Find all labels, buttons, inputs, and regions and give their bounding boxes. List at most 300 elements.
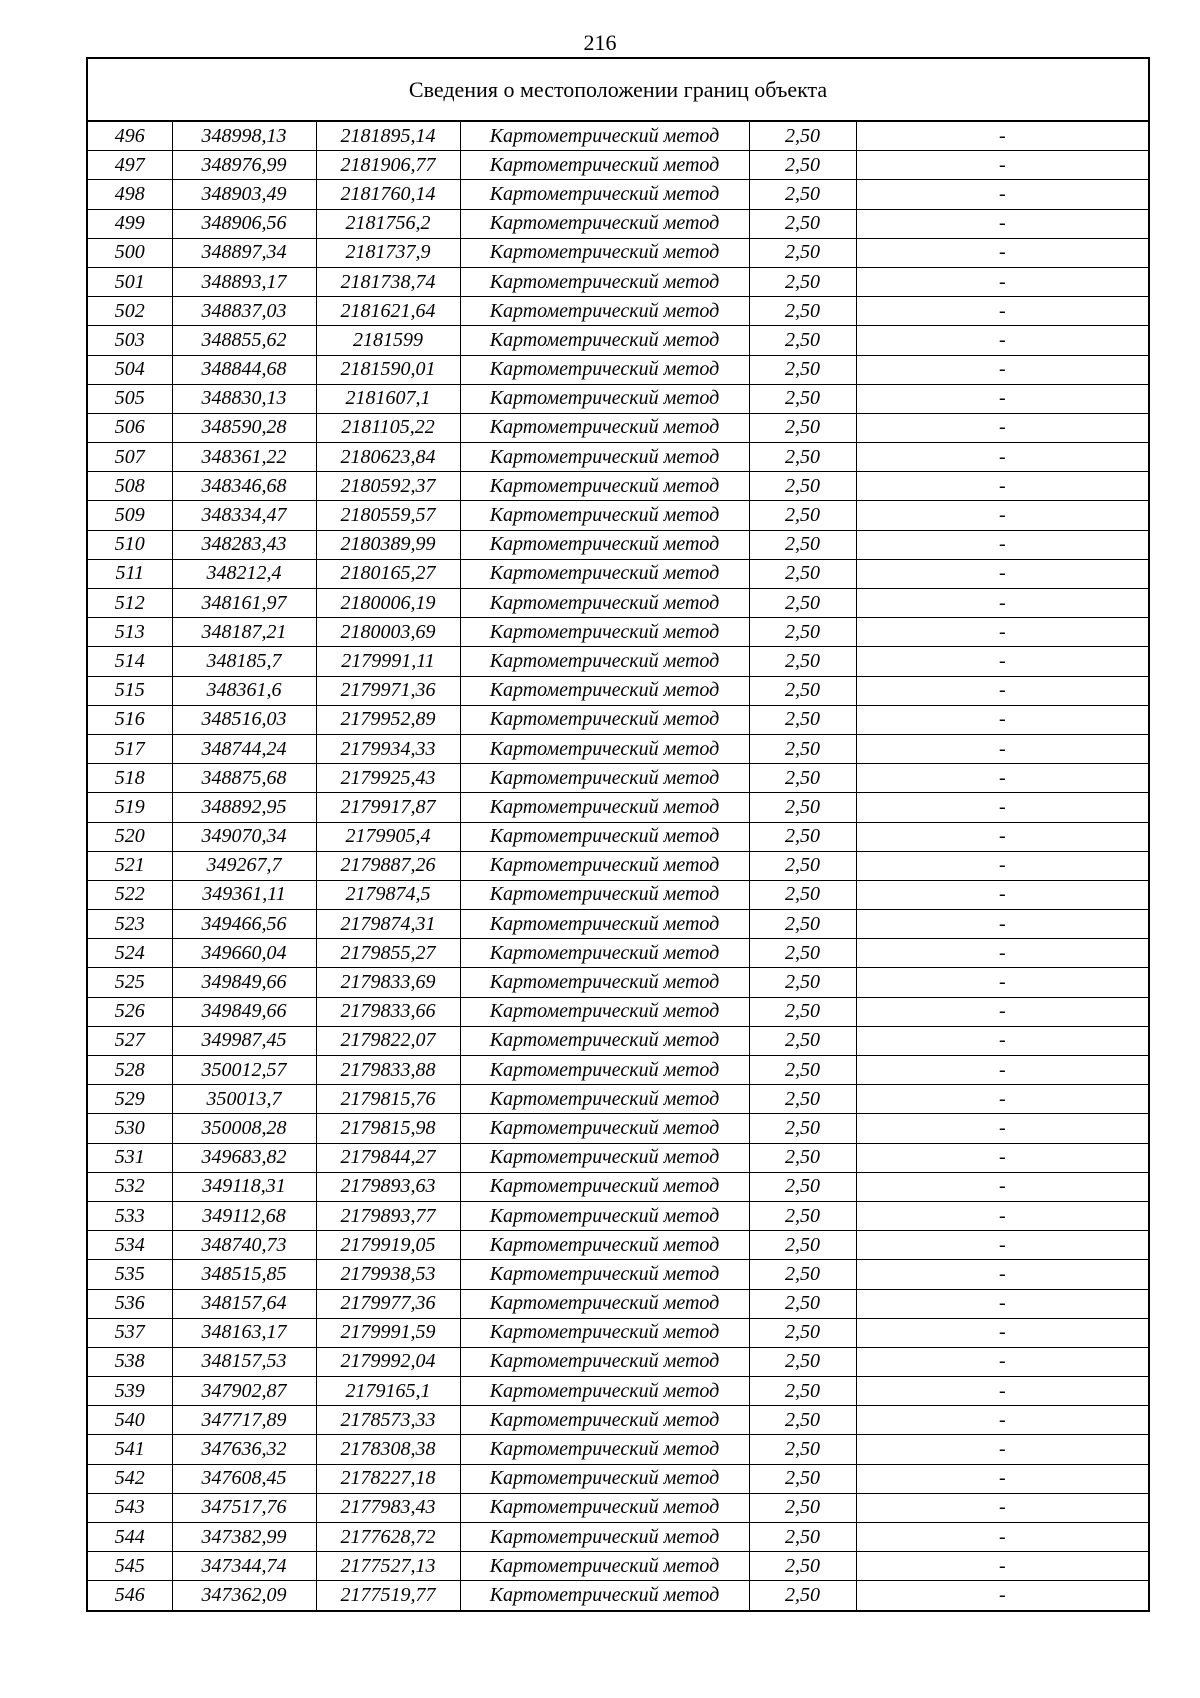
- x-coordinate-cell: 348998,13: [172, 121, 316, 151]
- method-cell: Картометрический метод: [460, 530, 749, 559]
- method-cell: Картометрический метод: [460, 326, 749, 355]
- description-cell: -: [856, 1435, 1149, 1464]
- point-number-cell: 512: [87, 589, 172, 618]
- table-row: [87, 910, 1149, 939]
- table-row: [87, 1377, 1149, 1406]
- x-coordinate-cell: 348893,17: [172, 267, 316, 296]
- precision-cell: 2,50: [749, 209, 856, 238]
- method-cell: Картометрический метод: [460, 1085, 749, 1114]
- point-number-cell: 531: [87, 1143, 172, 1172]
- table-row: [87, 705, 1149, 734]
- x-coordinate-cell: 348855,62: [172, 326, 316, 355]
- point-number-cell: 530: [87, 1114, 172, 1143]
- method-cell: Картометрический метод: [460, 1581, 749, 1611]
- point-number-cell: 535: [87, 1260, 172, 1289]
- table-row: [87, 968, 1149, 997]
- method-cell: Картометрический метод: [460, 589, 749, 618]
- precision-cell: 2,50: [749, 1172, 856, 1201]
- y-coordinate-cell: 2178227,18: [316, 1464, 460, 1493]
- y-coordinate-cell: 2179815,76: [316, 1085, 460, 1114]
- x-coordinate-cell: 349361,11: [172, 880, 316, 909]
- x-coordinate-cell: 349660,04: [172, 939, 316, 968]
- point-number-cell: 504: [87, 355, 172, 384]
- method-cell: Картометрический метод: [460, 443, 749, 472]
- y-coordinate-cell: 2180003,69: [316, 618, 460, 647]
- method-cell: Картометрический метод: [460, 1231, 749, 1260]
- precision-cell: 2,50: [749, 1377, 856, 1406]
- table-row: [87, 1260, 1149, 1289]
- point-number-cell: 498: [87, 180, 172, 209]
- x-coordinate-cell: 350012,57: [172, 1056, 316, 1085]
- method-cell: Картометрический метод: [460, 1347, 749, 1376]
- precision-cell: 2,50: [749, 997, 856, 1026]
- y-coordinate-cell: 2180559,57: [316, 501, 460, 530]
- x-coordinate-cell: 349849,66: [172, 968, 316, 997]
- y-coordinate-cell: 2179833,66: [316, 997, 460, 1026]
- y-coordinate-cell: 2179977,36: [316, 1289, 460, 1318]
- description-cell: -: [856, 589, 1149, 618]
- description-cell: -: [856, 238, 1149, 267]
- table-row: [87, 530, 1149, 559]
- point-number-cell: 528: [87, 1056, 172, 1085]
- description-cell: -: [856, 501, 1149, 530]
- method-cell: Картометрический метод: [460, 1493, 749, 1522]
- description-cell: -: [856, 1347, 1149, 1376]
- description-cell: -: [856, 1231, 1149, 1260]
- precision-cell: 2,50: [749, 910, 856, 939]
- y-coordinate-cell: 2179919,05: [316, 1231, 460, 1260]
- method-cell: Картометрический метод: [460, 968, 749, 997]
- description-cell: -: [856, 151, 1149, 180]
- x-coordinate-cell: 348212,4: [172, 559, 316, 588]
- y-coordinate-cell: 2179815,98: [316, 1114, 460, 1143]
- table-row: [87, 880, 1149, 909]
- precision-cell: 2,50: [749, 1552, 856, 1581]
- y-coordinate-cell: 2179952,89: [316, 705, 460, 734]
- description-cell: -: [856, 705, 1149, 734]
- method-cell: Картометрический метод: [460, 1289, 749, 1318]
- description-cell: -: [856, 1377, 1149, 1406]
- x-coordinate-cell: 348361,22: [172, 443, 316, 472]
- x-coordinate-cell: 348157,64: [172, 1289, 316, 1318]
- y-coordinate-cell: 2180389,99: [316, 530, 460, 559]
- precision-cell: 2,50: [749, 1085, 856, 1114]
- precision-cell: 2,50: [749, 589, 856, 618]
- method-cell: Картометрический метод: [460, 1318, 749, 1347]
- table-row: [87, 939, 1149, 968]
- y-coordinate-cell: 2177519,77: [316, 1581, 460, 1611]
- table-row: [87, 180, 1149, 209]
- point-number-cell: 502: [87, 297, 172, 326]
- y-coordinate-cell: 2181599: [316, 326, 460, 355]
- y-coordinate-cell: 2179833,88: [316, 1056, 460, 1085]
- description-cell: -: [856, 1464, 1149, 1493]
- y-coordinate-cell: 2178308,38: [316, 1435, 460, 1464]
- table-row: [87, 1085, 1149, 1114]
- y-coordinate-cell: 2179938,53: [316, 1260, 460, 1289]
- y-coordinate-cell: 2179822,07: [316, 1026, 460, 1055]
- x-coordinate-cell: 348744,24: [172, 734, 316, 763]
- table-row: [87, 1231, 1149, 1260]
- x-coordinate-cell: 348892,95: [172, 793, 316, 822]
- description-cell: -: [856, 851, 1149, 880]
- method-cell: Картометрический метод: [460, 151, 749, 180]
- precision-cell: 2,50: [749, 1493, 856, 1522]
- y-coordinate-cell: 2178573,33: [316, 1406, 460, 1435]
- x-coordinate-cell: 348346,68: [172, 472, 316, 501]
- point-number-cell: 507: [87, 443, 172, 472]
- y-coordinate-cell: 2179887,26: [316, 851, 460, 880]
- x-coordinate-cell: 350008,28: [172, 1114, 316, 1143]
- table-row: [87, 1493, 1149, 1522]
- method-cell: Картометрический метод: [460, 851, 749, 880]
- description-cell: -: [856, 297, 1149, 326]
- description-cell: -: [856, 1318, 1149, 1347]
- y-coordinate-cell: 2180592,37: [316, 472, 460, 501]
- description-cell: -: [856, 676, 1149, 705]
- precision-cell: 2,50: [749, 1201, 856, 1230]
- x-coordinate-cell: 350013,7: [172, 1085, 316, 1114]
- precision-cell: 2,50: [749, 793, 856, 822]
- x-coordinate-cell: 348837,03: [172, 297, 316, 326]
- y-coordinate-cell: 2180623,84: [316, 443, 460, 472]
- point-number-cell: 525: [87, 968, 172, 997]
- y-coordinate-cell: 2180006,19: [316, 589, 460, 618]
- precision-cell: 2,50: [749, 1435, 856, 1464]
- description-cell: -: [856, 1406, 1149, 1435]
- table-row: [87, 997, 1149, 1026]
- precision-cell: 2,50: [749, 676, 856, 705]
- method-cell: Картометрический метод: [460, 180, 749, 209]
- y-coordinate-cell: 2179874,5: [316, 880, 460, 909]
- y-coordinate-cell: 2179893,63: [316, 1172, 460, 1201]
- y-coordinate-cell: 2179893,77: [316, 1201, 460, 1230]
- method-cell: Картометрический метод: [460, 1552, 749, 1581]
- precision-cell: 2,50: [749, 297, 856, 326]
- precision-cell: 2,50: [749, 384, 856, 413]
- table-row: [87, 1435, 1149, 1464]
- y-coordinate-cell: 2181737,9: [316, 238, 460, 267]
- table-row: [87, 822, 1149, 851]
- method-cell: Картометрический метод: [460, 618, 749, 647]
- method-cell: Картометрический метод: [460, 559, 749, 588]
- method-cell: Картометрический метод: [460, 880, 749, 909]
- description-cell: -: [856, 355, 1149, 384]
- x-coordinate-cell: 348283,43: [172, 530, 316, 559]
- x-coordinate-cell: 349849,66: [172, 997, 316, 1026]
- precision-cell: 2,50: [749, 121, 856, 151]
- point-number-cell: 542: [87, 1464, 172, 1493]
- table-row: [87, 267, 1149, 296]
- table-row: [87, 413, 1149, 442]
- description-cell: -: [856, 647, 1149, 676]
- x-coordinate-cell: 348590,28: [172, 413, 316, 442]
- precision-cell: 2,50: [749, 1581, 856, 1611]
- description-cell: -: [856, 1201, 1149, 1230]
- x-coordinate-cell: 347344,74: [172, 1552, 316, 1581]
- y-coordinate-cell: 2181906,77: [316, 151, 460, 180]
- x-coordinate-cell: 349112,68: [172, 1201, 316, 1230]
- x-coordinate-cell: 347902,87: [172, 1377, 316, 1406]
- method-cell: Картометрический метод: [460, 1260, 749, 1289]
- point-number-cell: 527: [87, 1026, 172, 1055]
- point-number-cell: 546: [87, 1581, 172, 1611]
- boundary-coordinates-table: [86, 57, 1150, 1612]
- table-row: [87, 297, 1149, 326]
- method-cell: Картометрический метод: [460, 734, 749, 763]
- x-coordinate-cell: 348334,47: [172, 501, 316, 530]
- point-number-cell: 533: [87, 1201, 172, 1230]
- table-row: [87, 618, 1149, 647]
- page-number: 216: [583, 30, 617, 55]
- point-number-cell: 534: [87, 1231, 172, 1260]
- table-row: [87, 151, 1149, 180]
- point-number-cell: 532: [87, 1172, 172, 1201]
- point-number-cell: 536: [87, 1289, 172, 1318]
- method-cell: Картометрический метод: [460, 1172, 749, 1201]
- description-cell: -: [856, 1085, 1149, 1114]
- table-row: [87, 1143, 1149, 1172]
- point-number-cell: 506: [87, 413, 172, 442]
- description-cell: -: [856, 1289, 1149, 1318]
- table-title: Сведения о местоположении границ объекта: [87, 58, 1149, 121]
- table-row: [87, 326, 1149, 355]
- precision-cell: 2,50: [749, 413, 856, 442]
- table-row: [87, 1201, 1149, 1230]
- description-cell: -: [856, 1026, 1149, 1055]
- precision-cell: 2,50: [749, 1143, 856, 1172]
- precision-cell: 2,50: [749, 968, 856, 997]
- precision-cell: 2,50: [749, 355, 856, 384]
- point-number-cell: 499: [87, 209, 172, 238]
- precision-cell: 2,50: [749, 1231, 856, 1260]
- x-coordinate-cell: 348830,13: [172, 384, 316, 413]
- method-cell: Картометрический метод: [460, 1026, 749, 1055]
- point-number-cell: 505: [87, 384, 172, 413]
- table-row: [87, 1347, 1149, 1376]
- point-number-cell: 510: [87, 530, 172, 559]
- y-coordinate-cell: 2177628,72: [316, 1523, 460, 1552]
- description-cell: -: [856, 968, 1149, 997]
- x-coordinate-cell: 347608,45: [172, 1464, 316, 1493]
- x-coordinate-cell: 349070,34: [172, 822, 316, 851]
- point-number-cell: 521: [87, 851, 172, 880]
- precision-cell: 2,50: [749, 734, 856, 763]
- y-coordinate-cell: 2181760,14: [316, 180, 460, 209]
- table-row: [87, 1523, 1149, 1552]
- description-cell: -: [856, 734, 1149, 763]
- y-coordinate-cell: 2179991,11: [316, 647, 460, 676]
- table-row: [87, 1172, 1149, 1201]
- method-cell: Картометрический метод: [460, 793, 749, 822]
- method-cell: Картометрический метод: [460, 413, 749, 442]
- y-coordinate-cell: 2181590,01: [316, 355, 460, 384]
- method-cell: Картометрический метод: [460, 472, 749, 501]
- precision-cell: 2,50: [749, 501, 856, 530]
- point-number-cell: 519: [87, 793, 172, 822]
- table-title-row: [87, 58, 1149, 121]
- point-number-cell: 517: [87, 734, 172, 763]
- y-coordinate-cell: 2179925,43: [316, 764, 460, 793]
- table-row: [87, 121, 1149, 151]
- point-number-cell: 514: [87, 647, 172, 676]
- point-number-cell: 518: [87, 764, 172, 793]
- method-cell: Картометрический метод: [460, 997, 749, 1026]
- table-row: [87, 851, 1149, 880]
- point-number-cell: 545: [87, 1552, 172, 1581]
- description-cell: -: [856, 822, 1149, 851]
- precision-cell: 2,50: [749, 1289, 856, 1318]
- method-cell: Картометрический метод: [460, 764, 749, 793]
- description-cell: -: [856, 559, 1149, 588]
- y-coordinate-cell: 2179855,27: [316, 939, 460, 968]
- point-number-cell: 541: [87, 1435, 172, 1464]
- x-coordinate-cell: 348906,56: [172, 209, 316, 238]
- description-cell: -: [856, 1143, 1149, 1172]
- method-cell: Картометрический метод: [460, 647, 749, 676]
- table-row: [87, 734, 1149, 763]
- table-row: [87, 1552, 1149, 1581]
- table-row: [87, 209, 1149, 238]
- table-row: [87, 793, 1149, 822]
- x-coordinate-cell: 348361,6: [172, 676, 316, 705]
- table-row: [87, 355, 1149, 384]
- precision-cell: 2,50: [749, 1406, 856, 1435]
- method-cell: Картометрический метод: [460, 384, 749, 413]
- description-cell: -: [856, 1114, 1149, 1143]
- method-cell: Картометрический метод: [460, 267, 749, 296]
- table-row: [87, 1114, 1149, 1143]
- method-cell: Картометрический метод: [460, 1523, 749, 1552]
- method-cell: Картометрический метод: [460, 1435, 749, 1464]
- method-cell: Картометрический метод: [460, 238, 749, 267]
- precision-cell: 2,50: [749, 618, 856, 647]
- point-number-cell: 537: [87, 1318, 172, 1347]
- table-row: [87, 1581, 1149, 1611]
- method-cell: Картометрический метод: [460, 209, 749, 238]
- method-cell: Картометрический метод: [460, 121, 749, 151]
- method-cell: Картометрический метод: [460, 1406, 749, 1435]
- method-cell: Картометрический метод: [460, 910, 749, 939]
- table-row: [87, 1056, 1149, 1085]
- y-coordinate-cell: 2177983,43: [316, 1493, 460, 1522]
- description-cell: -: [856, 180, 1149, 209]
- point-number-cell: 515: [87, 676, 172, 705]
- point-number-cell: 509: [87, 501, 172, 530]
- precision-cell: 2,50: [749, 443, 856, 472]
- description-cell: -: [856, 910, 1149, 939]
- y-coordinate-cell: 2179905,4: [316, 822, 460, 851]
- y-coordinate-cell: 2179917,87: [316, 793, 460, 822]
- precision-cell: 2,50: [749, 764, 856, 793]
- description-cell: -: [856, 209, 1149, 238]
- x-coordinate-cell: 347362,09: [172, 1581, 316, 1611]
- x-coordinate-cell: 348844,68: [172, 355, 316, 384]
- table-row: [87, 764, 1149, 793]
- description-cell: -: [856, 939, 1149, 968]
- precision-cell: 2,50: [749, 1347, 856, 1376]
- y-coordinate-cell: 2179874,31: [316, 910, 460, 939]
- y-coordinate-cell: 2179971,36: [316, 676, 460, 705]
- y-coordinate-cell: 2180165,27: [316, 559, 460, 588]
- x-coordinate-cell: 348740,73: [172, 1231, 316, 1260]
- method-cell: Картометрический метод: [460, 297, 749, 326]
- precision-cell: 2,50: [749, 822, 856, 851]
- x-coordinate-cell: 348897,34: [172, 238, 316, 267]
- point-number-cell: 544: [87, 1523, 172, 1552]
- table-row: [87, 1289, 1149, 1318]
- method-cell: Картометрический метод: [460, 1114, 749, 1143]
- y-coordinate-cell: 2179934,33: [316, 734, 460, 763]
- description-cell: -: [856, 326, 1149, 355]
- precision-cell: 2,50: [749, 880, 856, 909]
- description-cell: -: [856, 1056, 1149, 1085]
- table-row: [87, 1318, 1149, 1347]
- point-number-cell: 500: [87, 238, 172, 267]
- point-number-cell: 503: [87, 326, 172, 355]
- precision-cell: 2,50: [749, 939, 856, 968]
- precision-cell: 2,50: [749, 559, 856, 588]
- table-row: [87, 647, 1149, 676]
- y-coordinate-cell: 2181895,14: [316, 121, 460, 151]
- description-cell: -: [856, 267, 1149, 296]
- point-number-cell: 538: [87, 1347, 172, 1376]
- method-cell: Картометрический метод: [460, 501, 749, 530]
- point-number-cell: 543: [87, 1493, 172, 1522]
- precision-cell: 2,50: [749, 180, 856, 209]
- precision-cell: 2,50: [749, 1260, 856, 1289]
- point-number-cell: 513: [87, 618, 172, 647]
- precision-cell: 2,50: [749, 151, 856, 180]
- method-cell: Картометрический метод: [460, 939, 749, 968]
- x-coordinate-cell: 349118,31: [172, 1172, 316, 1201]
- precision-cell: 2,50: [749, 238, 856, 267]
- y-coordinate-cell: 2181621,64: [316, 297, 460, 326]
- precision-cell: 2,50: [749, 267, 856, 296]
- point-number-cell: 524: [87, 939, 172, 968]
- precision-cell: 2,50: [749, 705, 856, 734]
- table-row: [87, 589, 1149, 618]
- boundary-table-container: [86, 57, 1148, 1612]
- y-coordinate-cell: 2179991,59: [316, 1318, 460, 1347]
- y-coordinate-cell: 2177527,13: [316, 1552, 460, 1581]
- description-cell: -: [856, 618, 1149, 647]
- method-cell: Картометрический метод: [460, 1056, 749, 1085]
- precision-cell: 2,50: [749, 1026, 856, 1055]
- method-cell: Картометрический метод: [460, 1377, 749, 1406]
- x-coordinate-cell: 349683,82: [172, 1143, 316, 1172]
- description-cell: -: [856, 1523, 1149, 1552]
- table-row: [87, 1406, 1149, 1435]
- point-number-cell: 529: [87, 1085, 172, 1114]
- y-coordinate-cell: 2179992,04: [316, 1347, 460, 1376]
- x-coordinate-cell: 349466,56: [172, 910, 316, 939]
- x-coordinate-cell: 348903,49: [172, 180, 316, 209]
- x-coordinate-cell: 347517,76: [172, 1493, 316, 1522]
- description-cell: -: [856, 1260, 1149, 1289]
- precision-cell: 2,50: [749, 1114, 856, 1143]
- method-cell: Картометрический метод: [460, 676, 749, 705]
- x-coordinate-cell: 349267,7: [172, 851, 316, 880]
- x-coordinate-cell: 347636,32: [172, 1435, 316, 1464]
- point-number-cell: 496: [87, 121, 172, 151]
- table-row: [87, 238, 1149, 267]
- point-number-cell: 508: [87, 472, 172, 501]
- description-cell: -: [856, 1172, 1149, 1201]
- point-number-cell: 522: [87, 880, 172, 909]
- y-coordinate-cell: 2181738,74: [316, 267, 460, 296]
- point-number-cell: 539: [87, 1377, 172, 1406]
